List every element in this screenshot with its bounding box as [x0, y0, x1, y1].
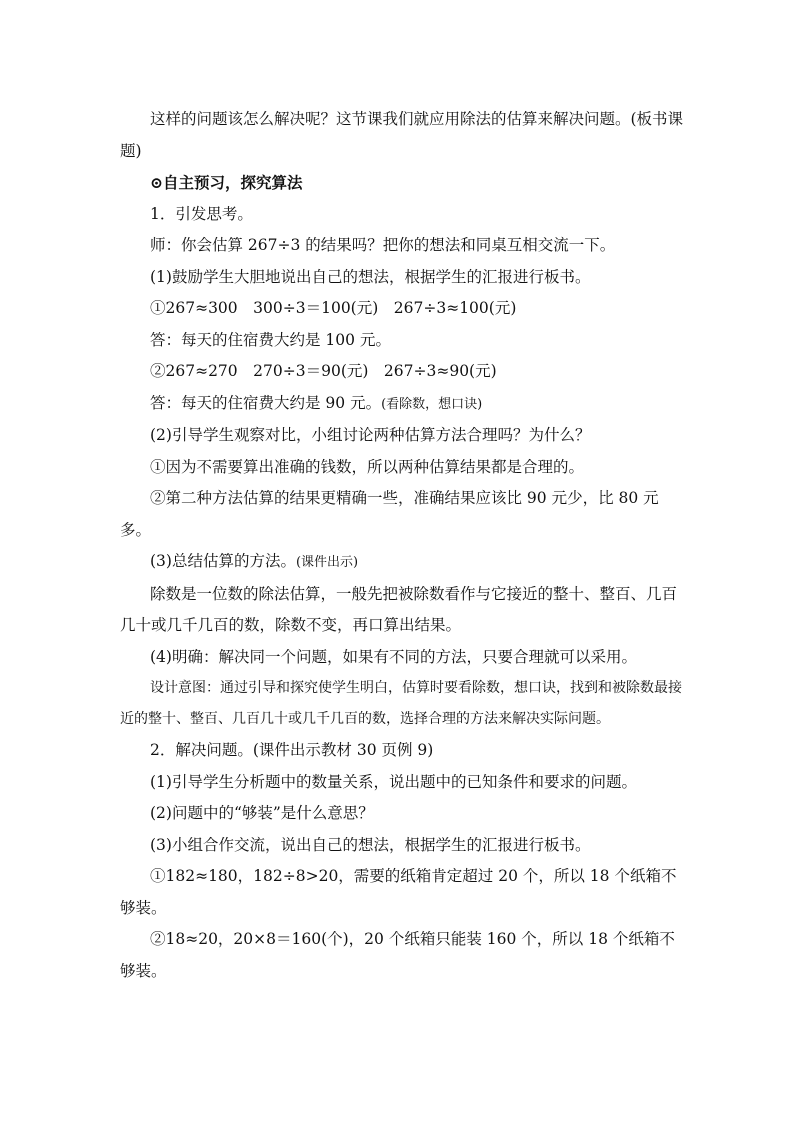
document-page [120, 104, 686, 987]
step-2-2: (2)问题中的“够装”是什么意思？ [150, 804, 374, 822]
method-2-answer-text: 答：每天的住宿费大约是 90 元。 [150, 393, 382, 412]
design-intent: 设计意图：通过引导和探究使学生明白，估算时要看除数，想口诀，找到和被除数最接近的整十、整百、几百几十或几千几百的数，选择合理的方法来解决实际问题。 [120, 680, 682, 727]
intro-paragraph: 这样的问题该怎么解决呢？这节课我们就应用除法的估算来解决问题。(板书课题) [120, 110, 684, 160]
step-1-3-note: (课件出示) [295, 555, 359, 570]
method-2-calc: ②267≈270 270÷3＝90(元) 267÷3≈90(元) [150, 362, 497, 380]
reason-1: ①因为不需要算出准确的钱数，所以两种估算结果都是合理的。 [150, 457, 585, 476]
method-1-calc: ①267≈300 300÷3＝100(元) 267÷3≈100(元) [150, 299, 517, 317]
solution-1: ①182≈180，182÷8>20，需要的纸箱肯定超过 20 个，所以 18 个纸箱不够装。 [120, 867, 677, 917]
reason-2: ②第二种方法估算的结果更精确一些，准确结果应该比 90 元少，比 80 元多。 [120, 489, 659, 539]
teacher-question: 师：你会估算 267÷3 的结果吗？把你的想法和同桌互相交流一下。 [150, 236, 616, 254]
step-1-2: (2)引导学生观察对比，小组讨论两种估算方法合理吗？为什么？ [150, 426, 591, 444]
method-2-answer [120, 388, 686, 421]
step-2: 2．解决问题。(课件出示教材 30 页例 9) [150, 741, 434, 759]
step-2-3: (3)小组合作交流，说出自己的想法，根据学生的汇报进行板书。 [150, 835, 591, 854]
step-1: 1．引发思考。 [150, 204, 253, 223]
method-1-answer: 答：每天的住宿费大约是 100 元。 [150, 330, 391, 349]
step-1-3-text: (3)总结估算的方法。 [150, 552, 296, 570]
method-2-note: (看除数，想口诀) [381, 396, 483, 412]
section-heading: ⊙自主预习，探究算法 [150, 173, 303, 192]
step-1-4: (4)明确：解决同一个问题，如果有不同的方法，只要合理就可以采用。 [150, 647, 637, 666]
step-1-1: (1)鼓励学生大胆地说出自己的想法，根据学生的汇报进行板书。 [150, 267, 591, 286]
step-1-3 [120, 546, 686, 579]
estimation-rule: 除数是一位数的除法估算，一般先把被除数看作与它接近的整十、整百、几百几十或几千几百的数，除数不变，再口算出结果。 [120, 584, 678, 634]
step-2-1: (1)引导学生分析题中的数量关系，说出题中的已知条件和要求的问题。 [150, 772, 637, 791]
solution-2: ②18≈20，20×8＝160(个)，20 个纸箱只能装 160 个，所以 18 个纸箱不够装。 [120, 930, 675, 980]
